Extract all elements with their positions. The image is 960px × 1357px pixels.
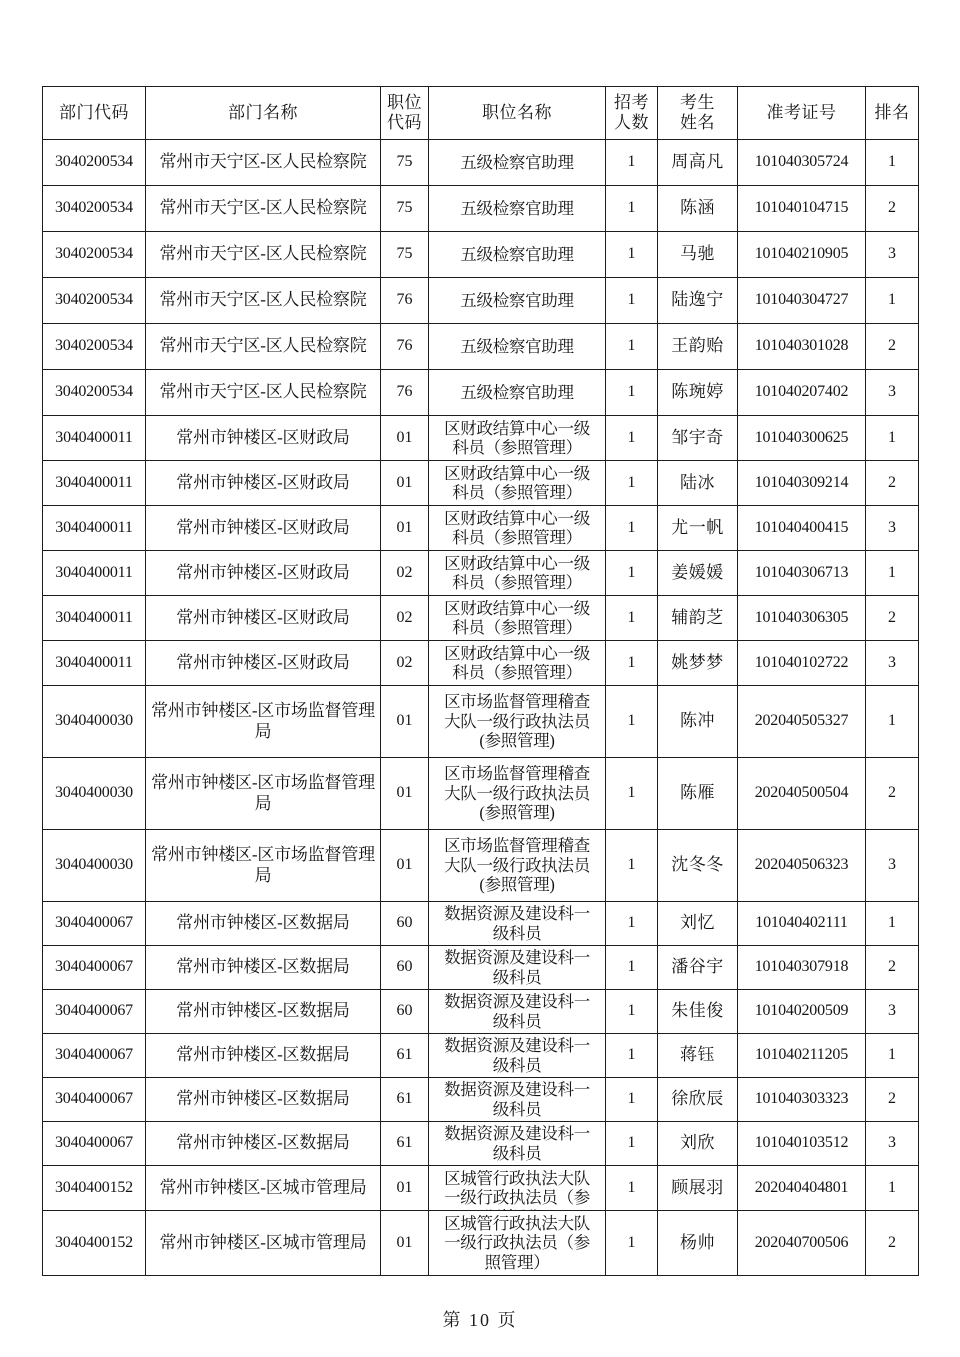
page-footer: 第 10 页 — [442, 1310, 518, 1330]
cell-recruit-count: 1 — [606, 140, 658, 186]
results-table-container — [42, 86, 918, 1276]
cell-pos-name — [429, 186, 606, 232]
cell-dept-name: 常州市天宁区-区人民检察院 — [146, 140, 381, 186]
cell-exam-number: 101040102722 — [738, 641, 866, 686]
cell-candidate-name: 潘谷宇 — [658, 946, 738, 990]
recruitment-results-table — [42, 86, 919, 1276]
cell-exam-number: 101040309214 — [738, 461, 866, 506]
column-header-candidate-line2: 姓名 — [680, 113, 715, 132]
cell-dept-code: 3040400030 — [43, 686, 146, 758]
cell-dept-code: 3040200534 — [43, 140, 146, 186]
table-row — [43, 641, 919, 686]
cell-recruit-count: 1 — [606, 461, 658, 506]
cell-pos-name — [429, 1166, 606, 1211]
cell-pos-name-line: 大队一级行政执法员 — [444, 711, 590, 731]
cell-exam-number: 101040402111 — [738, 902, 866, 946]
cell-dept-code: 3040400011 — [43, 641, 146, 686]
cell-pos-name-line: 级科员 — [492, 1099, 542, 1119]
cell-candidate-name: 杨帅 — [658, 1211, 738, 1276]
cell-rank: 2 — [866, 1078, 919, 1122]
cell-candidate-name: 邹宇奇 — [658, 416, 738, 461]
cell-exam-number: 101040303323 — [738, 1078, 866, 1122]
cell-dept-code: 3040200534 — [43, 324, 146, 370]
cell-pos-name-line: 五级检察官助理 — [460, 244, 574, 264]
cell-rank: 1 — [866, 1166, 919, 1211]
cell-pos-name — [429, 902, 606, 946]
cell-pos-code: 02 — [381, 596, 429, 641]
cell-rank: 3 — [866, 830, 919, 902]
cell-exam-number: 101040200509 — [738, 990, 866, 1034]
table-body — [43, 140, 919, 1276]
cell-pos-name-line: 区城管行政执法大队 — [444, 1169, 590, 1188]
cell-pos-name — [429, 232, 606, 278]
table-row — [43, 416, 919, 461]
cell-dept-code: 3040400067 — [43, 946, 146, 990]
column-header-pos-code-line2: 代码 — [387, 113, 422, 132]
cell-pos-name-line: 区财政结算中心一级 — [444, 598, 590, 618]
column-header-exam-no — [738, 87, 866, 140]
cell-pos-name-line: 级科员 — [492, 1143, 542, 1163]
cell-exam-number: 101040103512 — [738, 1122, 866, 1166]
cell-recruit-count: 1 — [606, 370, 658, 416]
cell-pos-code: 01 — [381, 506, 429, 551]
cell-dept-name: 常州市天宁区-区人民检察院 — [146, 324, 381, 370]
cell-candidate-name: 沈冬冬 — [658, 830, 738, 902]
table-row — [43, 758, 919, 830]
cell-pos-code: 75 — [381, 232, 429, 278]
cell-recruit-count: 1 — [606, 416, 658, 461]
cell-pos-name-line: 五级检察官助理 — [460, 198, 574, 218]
table-row — [43, 830, 919, 902]
cell-dept-code: 3040400152 — [43, 1166, 146, 1211]
cell-exam-number: 202040404801 — [738, 1166, 866, 1211]
cell-pos-name-line: 科员（参照管理） — [452, 483, 582, 502]
cell-candidate-name: 姜媛媛 — [658, 551, 738, 596]
cell-rank: 3 — [866, 990, 919, 1034]
cell-dept-code: 3040400152 — [43, 1211, 146, 1276]
table-row — [43, 946, 919, 990]
table-header — [43, 87, 919, 140]
cell-recruit-count: 1 — [606, 902, 658, 946]
cell-pos-name-line: 五级检察官助理 — [460, 382, 574, 402]
column-header-num-line1: 招考 — [614, 92, 649, 112]
cell-recruit-count: 1 — [606, 1166, 658, 1211]
cell-exam-number: 101040400415 — [738, 506, 866, 551]
cell-dept-code: 3040400011 — [43, 551, 146, 596]
cell-candidate-name: 陈涵 — [658, 186, 738, 232]
cell-exam-number: 101040210905 — [738, 232, 866, 278]
cell-pos-name-line — [429, 1208, 605, 1211]
cell-dept-code: 3040400067 — [43, 1034, 146, 1078]
cell-pos-name-line: 大队一级行政执法员 — [444, 855, 590, 875]
cell-recruit-count: 1 — [606, 1034, 658, 1078]
cell-dept-code: 3040400011 — [43, 596, 146, 641]
cell-pos-name-line: 科员（参照管理） — [452, 528, 582, 547]
cell-exam-number: 101040301028 — [738, 324, 866, 370]
cell-recruit-count: 1 — [606, 686, 658, 758]
cell-recruit-count: 1 — [606, 232, 658, 278]
cell-pos-code: 75 — [381, 186, 429, 232]
cell-pos-code: 76 — [381, 324, 429, 370]
cell-dept-code: 3040400067 — [43, 1122, 146, 1166]
cell-rank: 3 — [866, 1122, 919, 1166]
cell-dept-name: 常州市钟楼区-区财政局 — [146, 596, 381, 641]
cell-dept-name: 常州市钟楼区-区数据局 — [146, 902, 381, 946]
table-row — [43, 140, 919, 186]
cell-dept-name: 常州市钟楼区-区市场监督管理局 — [146, 758, 381, 830]
cell-dept-code: 3040400011 — [43, 506, 146, 551]
column-header-pos-code — [381, 87, 429, 140]
cell-candidate-name: 马驰 — [658, 232, 738, 278]
cell-dept-code: 3040400067 — [43, 1078, 146, 1122]
cell-rank: 1 — [866, 416, 919, 461]
cell-pos-name-line: (参照管理) — [479, 875, 555, 895]
cell-pos-code: 01 — [381, 461, 429, 506]
cell-pos-name — [429, 370, 606, 416]
cell-candidate-name: 蒋钰 — [658, 1034, 738, 1078]
cell-pos-code: 01 — [381, 830, 429, 902]
cell-rank: 2 — [866, 1211, 919, 1276]
cell-recruit-count: 1 — [606, 1078, 658, 1122]
cell-pos-name-line: 照管理） — [484, 1252, 550, 1272]
cell-pos-name — [429, 416, 606, 461]
cell-rank: 2 — [866, 186, 919, 232]
cell-rank: 3 — [866, 506, 919, 551]
cell-recruit-count: 1 — [606, 506, 658, 551]
column-header-dept-code-line1: 部门代码 — [59, 102, 129, 122]
cell-recruit-count: 1 — [606, 641, 658, 686]
cell-pos-code: 01 — [381, 1211, 429, 1276]
cell-pos-name-line: 科员（参照管理） — [452, 573, 582, 592]
cell-candidate-name: 刘欣 — [658, 1122, 738, 1166]
column-header-dept-code — [43, 87, 146, 140]
cell-pos-name — [429, 830, 606, 902]
cell-dept-name: 常州市钟楼区-区财政局 — [146, 461, 381, 506]
cell-dept-code: 3040200534 — [43, 278, 146, 324]
table-row — [43, 1078, 919, 1122]
cell-recruit-count: 1 — [606, 186, 658, 232]
cell-dept-name: 常州市钟楼区-区财政局 — [146, 506, 381, 551]
cell-recruit-count: 1 — [606, 758, 658, 830]
cell-exam-number: 101040307918 — [738, 946, 866, 990]
cell-recruit-count: 1 — [606, 946, 658, 990]
cell-pos-name — [429, 324, 606, 370]
cell-candidate-name: 尤一帆 — [658, 506, 738, 551]
cell-candidate-name: 陈冲 — [658, 686, 738, 758]
cell-pos-name-line: (参照管理) — [479, 731, 555, 751]
cell-dept-name: 常州市天宁区-区人民检察院 — [146, 370, 381, 416]
table-row — [43, 551, 919, 596]
cell-pos-name-line: 一级行政执法员（参 — [444, 1188, 590, 1208]
cell-pos-name-line: 数据资源及建设科一 — [444, 1036, 590, 1056]
cell-pos-name-line: 级科员 — [492, 923, 542, 943]
cell-exam-number: 101040306713 — [738, 551, 866, 596]
table-row — [43, 1122, 919, 1166]
table-header-row — [43, 87, 919, 140]
cell-rank: 3 — [866, 232, 919, 278]
cell-dept-name: 常州市天宁区-区人民检察院 — [146, 278, 381, 324]
cell-pos-code: 01 — [381, 686, 429, 758]
cell-pos-name — [429, 461, 606, 506]
cell-pos-code: 01 — [381, 1166, 429, 1211]
cell-pos-code: 75 — [381, 140, 429, 186]
cell-rank: 3 — [866, 370, 919, 416]
cell-pos-code: 61 — [381, 1078, 429, 1122]
cell-exam-number: 202040500504 — [738, 758, 866, 830]
cell-dept-code: 3040200534 — [43, 232, 146, 278]
cell-candidate-name: 陆逸宁 — [658, 278, 738, 324]
cell-pos-name-line: 区财政结算中心一级 — [444, 508, 590, 528]
cell-rank: 1 — [866, 902, 919, 946]
cell-pos-name-line: (参照管理) — [479, 803, 555, 823]
cell-rank: 3 — [866, 641, 919, 686]
cell-dept-name: 常州市钟楼区-区财政局 — [146, 551, 381, 596]
cell-pos-name — [429, 1211, 606, 1276]
cell-rank: 1 — [866, 140, 919, 186]
table-row — [43, 506, 919, 551]
cell-dept-code: 3040400067 — [43, 990, 146, 1034]
cell-pos-name-line: 数据资源及建设科一 — [444, 948, 590, 968]
cell-pos-code: 61 — [381, 1034, 429, 1078]
cell-exam-number: 101040300625 — [738, 416, 866, 461]
cell-exam-number: 202040505327 — [738, 686, 866, 758]
column-header-pos-name — [429, 87, 606, 140]
cell-pos-name — [429, 551, 606, 596]
cell-pos-name-line: 区财政结算中心一级 — [444, 643, 590, 663]
table-row — [43, 232, 919, 278]
cell-pos-name — [429, 686, 606, 758]
cell-pos-code: 61 — [381, 1122, 429, 1166]
column-header-exam-no-line1: 准考证号 — [766, 102, 837, 122]
cell-pos-name-line: 科员（参照管理） — [452, 618, 582, 637]
cell-pos-name-line: 区市场监督管理稽查 — [444, 692, 590, 712]
cell-exam-number: 101040306305 — [738, 596, 866, 641]
column-header-rank-line1: 排名 — [874, 102, 910, 122]
cell-dept-name: 常州市钟楼区-区财政局 — [146, 641, 381, 686]
cell-pos-name — [429, 1122, 606, 1166]
cell-pos-name-line: 大队一级行政执法员 — [444, 783, 590, 803]
cell-dept-name: 常州市钟楼区-区财政局 — [146, 416, 381, 461]
cell-pos-name-line: 五级检察官助理 — [460, 290, 574, 310]
cell-dept-code: 3040400011 — [43, 416, 146, 461]
cell-pos-name-line: 数据资源及建设科一 — [444, 1124, 590, 1144]
cell-exam-number: 101040304727 — [738, 278, 866, 324]
cell-pos-name-line: 数据资源及建设科一 — [444, 992, 590, 1012]
table-row — [43, 278, 919, 324]
table-row — [43, 990, 919, 1034]
cell-pos-name — [429, 641, 606, 686]
cell-dept-name: 常州市天宁区-区人民检察院 — [146, 232, 381, 278]
cell-rank: 1 — [866, 551, 919, 596]
cell-pos-name-line: 区财政结算中心一级 — [444, 553, 590, 573]
column-header-candidate-line1: 考生 — [680, 92, 715, 112]
cell-candidate-name: 陈琬婷 — [658, 370, 738, 416]
cell-rank: 2 — [866, 946, 919, 990]
cell-dept-code: 3040400011 — [43, 461, 146, 506]
cell-recruit-count: 1 — [606, 1122, 658, 1166]
cell-rank: 2 — [866, 758, 919, 830]
cell-exam-number: 101040305724 — [738, 140, 866, 186]
cell-pos-name — [429, 990, 606, 1034]
cell-rank: 2 — [866, 596, 919, 641]
cell-pos-name-line: 数据资源及建设科一 — [444, 904, 590, 924]
cell-pos-name — [429, 596, 606, 641]
cell-pos-name — [429, 506, 606, 551]
cell-pos-code: 76 — [381, 278, 429, 324]
cell-recruit-count: 1 — [606, 278, 658, 324]
cell-dept-code: 3040400067 — [43, 902, 146, 946]
column-header-pos-name-line1: 职位名称 — [482, 102, 552, 122]
cell-dept-name: 常州市天宁区-区人民检察院 — [146, 186, 381, 232]
cell-pos-code: 76 — [381, 370, 429, 416]
cell-pos-name-line: 区财政结算中心一级 — [444, 418, 590, 438]
cell-dept-name: 常州市钟楼区-区城市管理局 — [146, 1211, 381, 1276]
cell-dept-name: 常州市钟楼区-区城市管理局 — [146, 1166, 381, 1211]
cell-candidate-name: 周高凡 — [658, 140, 738, 186]
table-row — [43, 1166, 919, 1211]
table-row — [43, 370, 919, 416]
table-row — [43, 596, 919, 641]
cell-pos-code: 01 — [381, 416, 429, 461]
cell-pos-name-line: 级科员 — [492, 967, 542, 987]
cell-recruit-count: 1 — [606, 990, 658, 1034]
cell-recruit-count: 1 — [606, 324, 658, 370]
cell-dept-name: 常州市钟楼区-区数据局 — [146, 1034, 381, 1078]
cell-pos-name-line: 区城管行政执法大队 — [444, 1213, 590, 1233]
cell-recruit-count: 1 — [606, 1211, 658, 1276]
cell-candidate-name: 徐欣辰 — [658, 1078, 738, 1122]
cell-candidate-name: 朱佳俊 — [658, 990, 738, 1034]
table-row — [43, 461, 919, 506]
cell-candidate-name: 顾展羽 — [658, 1166, 738, 1211]
cell-pos-code: 60 — [381, 990, 429, 1034]
cell-pos-name-line: 五级检察官助理 — [460, 336, 574, 356]
table-row — [43, 1034, 919, 1078]
cell-pos-name — [429, 1034, 606, 1078]
cell-pos-name-line: 数据资源及建设科一 — [444, 1080, 590, 1100]
cell-pos-name-line: 级科员 — [492, 1055, 542, 1075]
cell-dept-name: 常州市钟楼区-区市场监督管理局 — [146, 830, 381, 902]
cell-dept-name: 常州市钟楼区-区数据局 — [146, 990, 381, 1034]
cell-exam-number: 101040207402 — [738, 370, 866, 416]
cell-dept-name: 常州市钟楼区-区数据局 — [146, 1122, 381, 1166]
cell-pos-name — [429, 278, 606, 324]
cell-pos-name-line: 科员（参照管理） — [452, 438, 582, 457]
cell-pos-name-line: 区财政结算中心一级 — [444, 463, 590, 483]
column-header-num — [606, 87, 658, 140]
cell-dept-name: 常州市钟楼区-区数据局 — [146, 1078, 381, 1122]
table-row — [43, 1211, 919, 1276]
cell-dept-code: 3040400030 — [43, 830, 146, 902]
cell-candidate-name: 刘忆 — [658, 902, 738, 946]
cell-pos-name — [429, 140, 606, 186]
cell-rank: 1 — [866, 686, 919, 758]
table-row — [43, 324, 919, 370]
cell-exam-number: 101040211205 — [738, 1034, 866, 1078]
cell-pos-name — [429, 946, 606, 990]
cell-rank: 2 — [866, 324, 919, 370]
cell-exam-number: 202040506323 — [738, 830, 866, 902]
cell-pos-name-line: 区市场监督管理稽查 — [444, 836, 590, 856]
cell-dept-code: 3040200534 — [43, 186, 146, 232]
cell-recruit-count: 1 — [606, 596, 658, 641]
cell-pos-code: 02 — [381, 641, 429, 686]
cell-dept-name: 常州市钟楼区-区数据局 — [146, 946, 381, 990]
column-header-dept-name-line1: 部门名称 — [228, 102, 298, 122]
cell-pos-name — [429, 1078, 606, 1122]
cell-candidate-name: 王韵贻 — [658, 324, 738, 370]
cell-dept-code: 3040200534 — [43, 370, 146, 416]
cell-dept-name: 常州市钟楼区-区市场监督管理局 — [146, 686, 381, 758]
column-header-candidate — [658, 87, 738, 140]
table-row — [43, 686, 919, 758]
cell-pos-code: 60 — [381, 902, 429, 946]
column-header-rank — [866, 87, 919, 140]
cell-candidate-name: 辅韵芝 — [658, 596, 738, 641]
column-header-pos-code-line1: 职位 — [387, 92, 422, 112]
cell-candidate-name: 姚梦梦 — [658, 641, 738, 686]
cell-recruit-count: 1 — [606, 551, 658, 596]
cell-pos-name-line: 区市场监督管理稽查 — [444, 764, 590, 784]
cell-dept-code: 3040400030 — [43, 758, 146, 830]
cell-rank: 1 — [866, 278, 919, 324]
column-header-dept-name — [146, 87, 381, 140]
column-header-num-line2: 人数 — [614, 113, 649, 132]
cell-pos-name-line: 一级行政执法员（参 — [444, 1233, 590, 1253]
cell-exam-number: 202040700506 — [738, 1211, 866, 1276]
cell-pos-code: 02 — [381, 551, 429, 596]
cell-pos-code: 60 — [381, 946, 429, 990]
cell-rank: 2 — [866, 461, 919, 506]
cell-pos-name-line: 科员（参照管理） — [452, 663, 582, 682]
table-row — [43, 186, 919, 232]
cell-candidate-name: 陈雁 — [658, 758, 738, 830]
cell-candidate-name: 陆冰 — [658, 461, 738, 506]
cell-pos-name-line: 级科员 — [492, 1011, 542, 1031]
cell-pos-name-line: 五级检察官助理 — [460, 152, 574, 172]
table-row — [43, 902, 919, 946]
cell-exam-number: 101040104715 — [738, 186, 866, 232]
cell-pos-name — [429, 758, 606, 830]
cell-recruit-count: 1 — [606, 830, 658, 902]
cell-pos-code: 01 — [381, 758, 429, 830]
cell-rank: 1 — [866, 1034, 919, 1078]
